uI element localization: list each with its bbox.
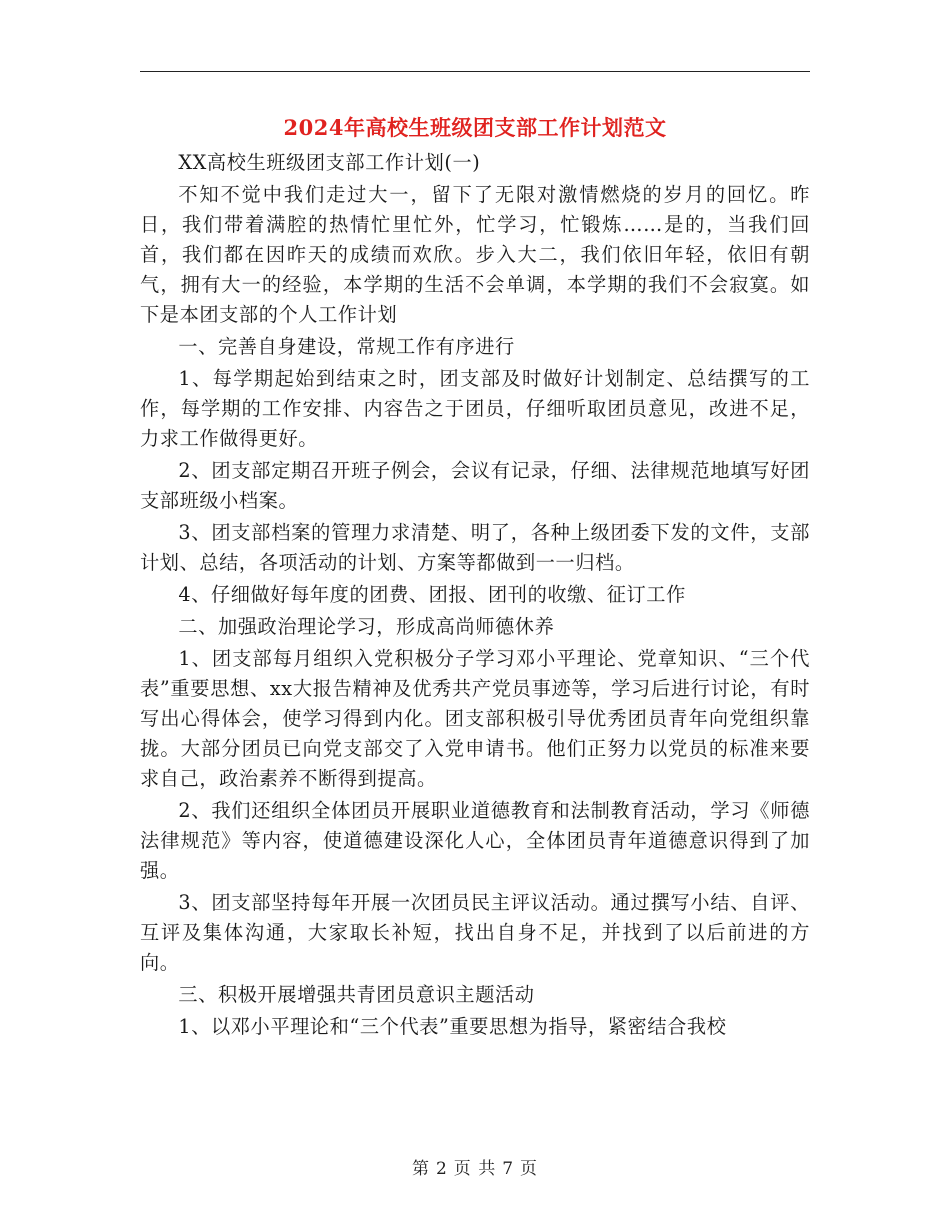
paragraph: 3、团支部坚持每年开展一次团员民主评议活动。通过撰写小结、自评、互评及集体沟通，大家取长补短，找出自身不足，并找到了以后前进的方向。 — [140, 891, 810, 974]
footer-total-pages: 7 — [502, 1159, 515, 1179]
paragraph: 3、团支部档案的管理力求清楚、明了，各种上级团委下发的文件，支部计划、总结，各项活动的计划、方案等都做到一一归档。 — [140, 521, 810, 574]
paragraph: 2、我们还组织全体团员开展职业道德教育和法制教育活动，学习《师德法律规范》等内容，使道德建设深化人心，全体团员青年道德意识得到了加强。 — [140, 799, 810, 882]
section-heading: 三、积极开展增强共青团员意识主题活动 — [178, 983, 535, 1006]
header-rule — [140, 71, 810, 72]
document-body — [140, 148, 810, 1044]
paragraph: 2、团支部定期召开班子例会，会议有记录，仔细、法律规范地填写好团支部班级小档案。 — [140, 459, 810, 512]
footer-prefix: 第 — [411, 1159, 430, 1179]
page-footer — [0, 1154, 950, 1179]
paragraph: 1、以邓小平理论和“三个代表”重要思想为指导，紧密结合我校 — [178, 1015, 727, 1038]
paragraph: 1、团支部每月组织入党积极分子学习邓小平理论、党章知识、“三个代表”重要思想、xx大报告精神及优秀共产党员事迹等，学习后进行讨论，有时写出心得体会，使学习得到内化。团支部积极引导优秀团员青年向党组织靠拢。大部分团员已向党支部交了入党申请书。他们正努力以党员的标准来要求自己，政治素养不断得到提高。 — [140, 647, 810, 790]
footer-page-number: 2 — [435, 1159, 448, 1179]
footer-suffix: 页 — [520, 1159, 539, 1179]
document-title: 2024年高校生班级团支部工作计划范文 — [283, 115, 667, 140]
section-heading: 二、加强政治理论学习，形成高尚师德休养 — [178, 615, 555, 638]
section-heading: 一、完善自身建设，常规工作有序进行 — [178, 335, 515, 358]
footer-middle: 页 共 — [453, 1159, 497, 1179]
paragraph: 不知不觉中我们走过大一，留下了无限对激情燃烧的岁月的回忆。昨日，我们带着满腔的热情忙里忙外，忙学习，忙锻炼……是的，当我们回首，我们都在因昨天的成绩而欢欣。步入大二，我们依旧年轻，依旧有朝气，拥有大一的经验，本学期的生活不会单调，本学期的我们不会寂寞。如下是本团支部的个人工作计划 — [140, 183, 810, 326]
paragraph: 4、仔细做好每年度的团费、团报、团刊的收缴、征订工作 — [178, 583, 686, 606]
paragraph-subtitle: XX高校生班级团支部工作计划(一) — [178, 151, 481, 174]
paragraph: 1、每学期起始到结束之时，团支部及时做好计划制定、总结撰写的工作，每学期的工作安排、内容告之于团员，仔细听取团员意见，改进不足，力求工作做得更好。 — [140, 367, 810, 450]
